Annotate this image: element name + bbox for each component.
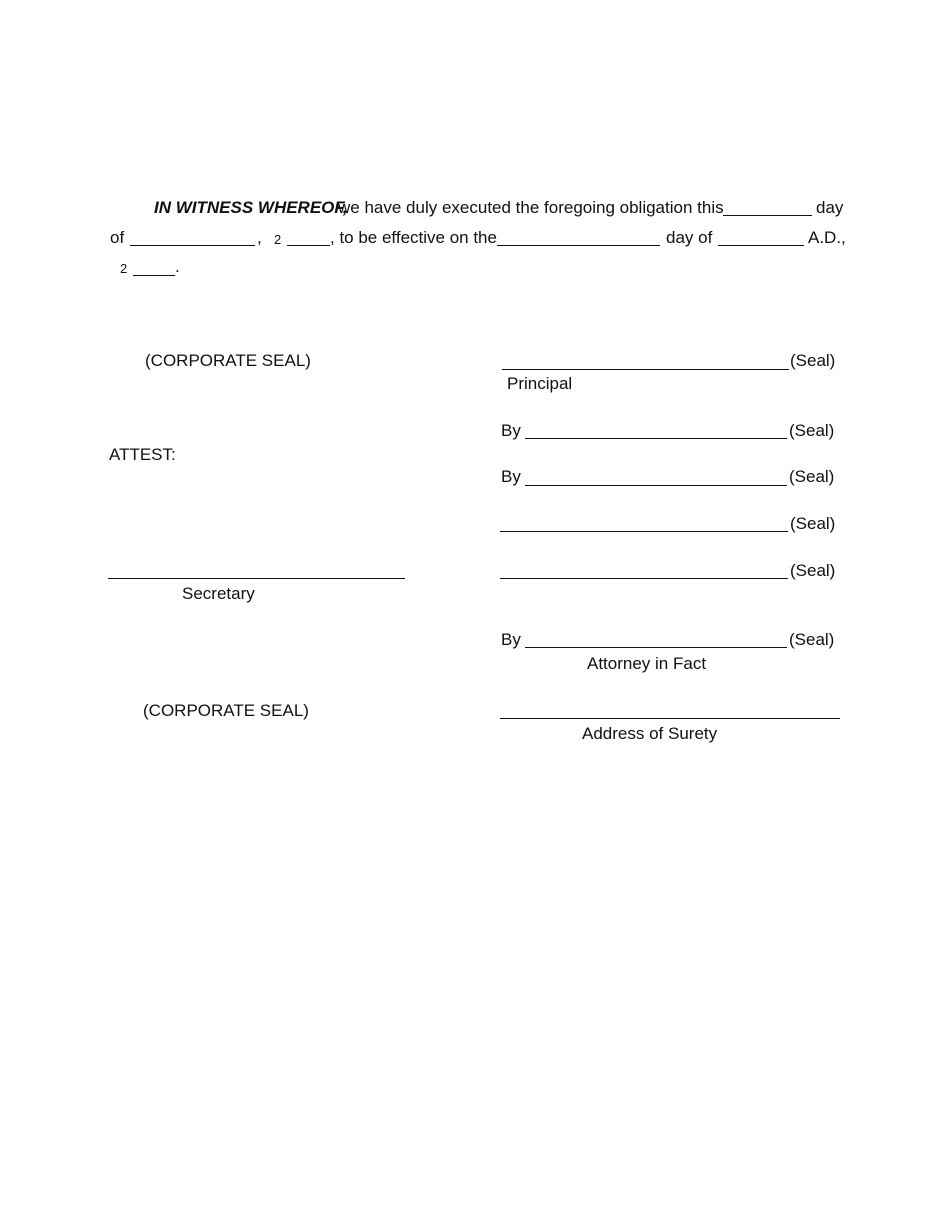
secretary-signature-line[interactable] [108, 578, 405, 579]
day-word: day [816, 198, 844, 217]
period: . [175, 257, 180, 276]
by-label: By [501, 421, 521, 440]
month-blank[interactable] [130, 245, 255, 246]
witness-lead: IN WITNESS WHEREOF, [154, 198, 348, 217]
of-word: of [110, 228, 125, 247]
seal-label: (Seal) [789, 421, 835, 440]
day-blank[interactable] [723, 215, 812, 216]
corporate-seal-label-1: (CORPORATE SEAL) [145, 351, 311, 370]
address-of-surety-line[interactable] [500, 718, 840, 719]
surety-signature-line-1[interactable] [500, 531, 788, 532]
year-blank[interactable] [287, 245, 330, 246]
by-signature-line-2[interactable] [525, 485, 787, 486]
comma: , [257, 228, 262, 247]
seal-label: (Seal) [790, 351, 836, 370]
seal-label: (Seal) [789, 467, 835, 486]
year-blank-2[interactable] [133, 275, 175, 276]
seal-label: (Seal) [790, 514, 836, 533]
attorney-in-fact-label: Attorney in Fact [587, 654, 707, 673]
seal-label: (Seal) [789, 630, 835, 649]
principal-signature-line[interactable] [502, 369, 789, 370]
witness-text: we have duly executed the foregoing obligation this [338, 198, 724, 217]
surety-signature-line-2[interactable] [500, 578, 788, 579]
effective-day-blank[interactable] [497, 245, 660, 246]
effective-month-blank[interactable] [718, 245, 804, 246]
effective-text: , to be effective on the [330, 228, 497, 247]
year-prefix-2: 2 [120, 261, 128, 276]
by-label: By [501, 630, 521, 649]
corporate-seal-label-2: (CORPORATE SEAL) [143, 701, 309, 720]
address-of-surety-label: Address of Surety [582, 724, 718, 743]
ad-text: A.D., [808, 228, 846, 247]
day-of-text: day of [666, 228, 713, 247]
secretary-label: Secretary [182, 584, 255, 603]
by-label: By [501, 467, 521, 486]
principal-label: Principal [507, 374, 573, 393]
attest-label: ATTEST: [109, 445, 176, 464]
year-prefix: 2 [274, 232, 282, 247]
seal-label: (Seal) [790, 561, 836, 580]
by-signature-line-1[interactable] [525, 438, 787, 439]
attorney-signature-line[interactable] [525, 647, 787, 648]
